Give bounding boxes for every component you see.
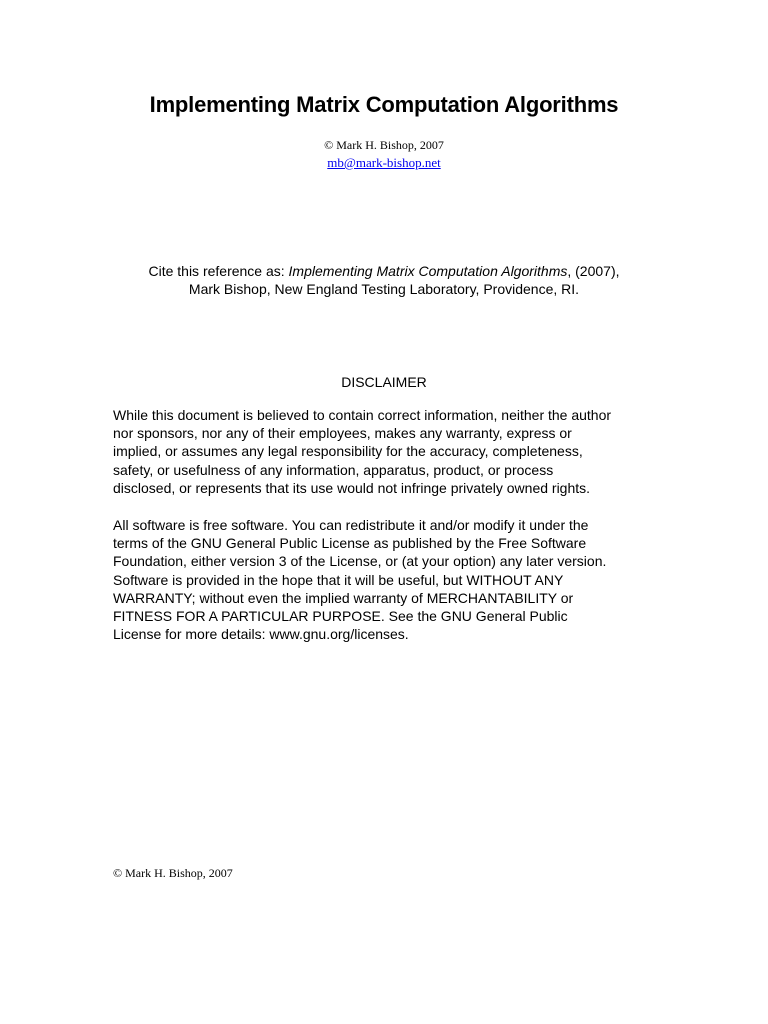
license-line: All software is free software. You can redistribute it and/or modify it under the [113, 517, 589, 533]
license-line: WARRANTY; without even the implied warranty of MERCHANTABILITY or [113, 589, 574, 606]
license-line: FITNESS FOR A PARTICULAR PURPOSE. See the GNU General Public [113, 608, 568, 625]
citation-line-2: Mark Bishop, New England Testing Laboratory, Providence, RI. [188, 281, 580, 297]
disclaimer-line: disclosed, or represents that its use would not infringe privately owned rights. [113, 479, 591, 496]
license-line: Software is provided in the hope that it will be useful, but WITHOUT ANY [113, 571, 564, 588]
document-title: Implementing Matrix Computation Algorithms [149, 92, 619, 117]
license-line: Foundation, either version 3 of the License, or (at your option) any later version. [113, 553, 607, 570]
citation-block [0, 262, 768, 298]
citation-suffix: , (2007), [567, 263, 620, 279]
disclaimer-line: implied, or assumes any legal responsibility for the accuracy, completeness, [113, 443, 583, 460]
citation-title: Implementing Matrix Computation Algorithms [288, 263, 568, 279]
disclaimer-line: nor sponsors, nor any of their employees, makes any warranty, express or [113, 425, 572, 442]
citation-prefix: Cite this reference as: [148, 263, 289, 279]
copyright-notice-top: © Mark H. Bishop, 2007 [324, 138, 444, 152]
disclaimer-line: While this document is believed to contain correct information, neither the author [113, 407, 612, 423]
license-line: terms of the GNU General Public License as published by the Free Software [113, 535, 587, 552]
license-paragraph [113, 516, 673, 643]
disclaimer-paragraph [113, 406, 673, 497]
disclaimer-heading: DISCLAIMER [341, 374, 427, 390]
author-email [0, 155, 768, 171]
citation-line-1 [0, 262, 768, 280]
license-line: License for more details: www.gnu.org/licenses. [113, 626, 409, 643]
copyright-notice-bottom: © Mark H. Bishop, 2007 [113, 866, 233, 880]
disclaimer-line: safety, or usefulness of any information, apparatus, product, or process [113, 461, 554, 478]
email-link[interactable]: mb@mark-bishop.net [327, 155, 441, 170]
